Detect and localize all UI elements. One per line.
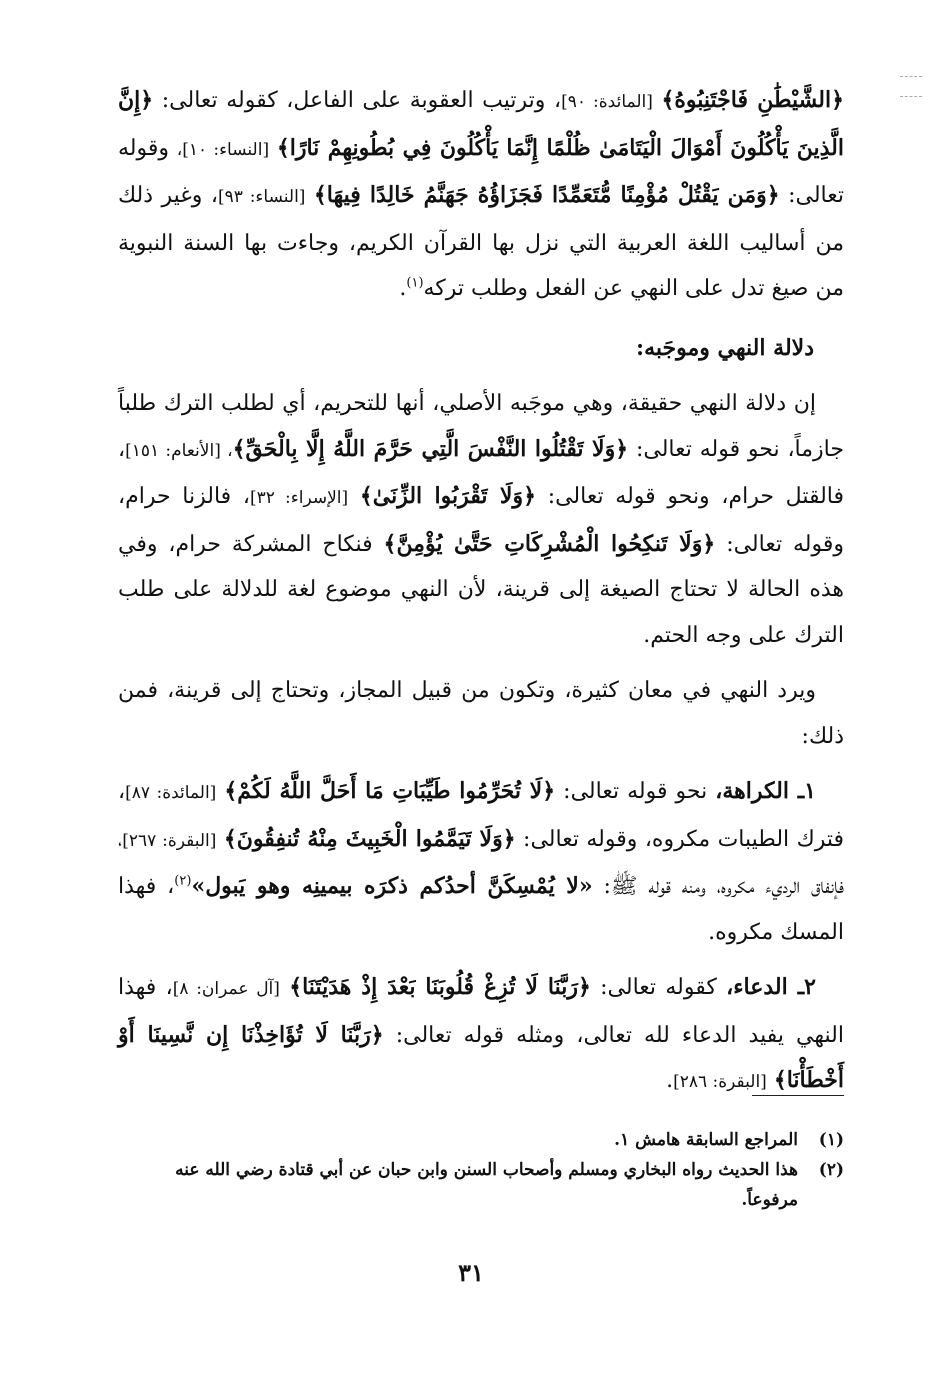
item-karaha xyxy=(118,769,844,955)
verse-reference: ، [الأنعام: ١٥١] xyxy=(125,440,233,461)
text-run: إن دلالة النهي حقيقة، وهي موجَبه الأصلي، أنها للتحريم، أي لطلب الترك طلباً جازماً، نحو قوله تعالى: xyxy=(118,391,844,462)
verse-reference: [البقرة: ٢٦٧] xyxy=(122,830,217,851)
prohibition-paragraph xyxy=(118,381,844,658)
verse-reference: [آل عمران: ٨] xyxy=(172,979,280,999)
quran-quote: ﴿إِنَّ الَّذِينَ يَأْكُلُونَ أَمْوَالَ الْيَتَامَىٰ ظُلْمًا إِنَّمَا يَأْكُلُونَ فِي بُطُونِهِمْ نَارًا﴾ xyxy=(118,87,844,161)
item-label: ١ـ الكراهة، xyxy=(715,778,816,804)
edge-mark xyxy=(900,96,922,97)
verse-reference: [الإسراء: ٣٢] xyxy=(249,488,349,508)
quran-quote: ﴿وَلَا تَقْتُلُوا النَّفْسَ الَّتِي حَرَّمَ اللَّهُ إِلَّا بِالْحَقِّ﴾ xyxy=(232,435,629,462)
edge-mark xyxy=(900,76,922,77)
quran-quote: ﴿لَا تُحَرِّمُوا طَيِّبَاتِ مَا أَحَلَّ اللَّهُ لَكُمْ﴾ xyxy=(224,778,556,804)
footnote-divider xyxy=(752,1095,844,1096)
quran-quote: ﴿وَلَا تَيَمَّمُوا الْخَبِيثَ مِنْهُ تُنفِقُونَ﴾ xyxy=(223,825,516,852)
verse-reference: [البقرة: ٢٨٦] xyxy=(673,1072,767,1092)
page-number: ٣١ xyxy=(458,1258,484,1287)
text-run: ، وغير ذلك من أساليب اللغة العربية التي نزل بها القرآن الكريم، وجاءت بها السنة النبوية من صيغ تدل على النهي عن الفعل وطلب تركه xyxy=(118,183,844,301)
text-run: ، فالزنا حرام، وقوله تعالى: xyxy=(118,484,845,557)
quran-quote: ﴿وَلَا تَقْرَبُوا الزِّنَىٰ﴾ xyxy=(359,483,536,509)
text-run: وقوله تعالى: xyxy=(118,135,844,208)
footnote-text: هذا الحديث رواه البخاري ومسلم وأصحاب السنن وابن حبان عن أبي قتادة رضي الله عنه مرفوعاً. xyxy=(175,1160,798,1210)
verse-reference: [النساء: ١٠]، xyxy=(176,139,270,160)
footnote-number: (١) xyxy=(818,1130,844,1150)
footnote xyxy=(118,1125,844,1155)
item-dua xyxy=(118,965,844,1106)
footnote-marker: (١) xyxy=(406,275,424,291)
footnote-text: المراجع السابقة هامش ١. xyxy=(614,1130,798,1150)
quran-quote: ﴿وَمَن يَقْتُلْ مُؤْمِنًا مُّتَعَمِّدًا فَجَزَاؤُهُ جَهَنَّمُ خَالِدًا فِيهَا﴾ xyxy=(313,182,780,208)
section-heading: دلالة النهي وموجَبه: xyxy=(635,334,814,361)
page-body xyxy=(118,78,844,1106)
hadith-quote: «لا يُمْسِكَنَّ أحدُكم ذكرَه بيمينِه وهو يَبول» xyxy=(191,873,593,899)
text-run: ، فهذا النهي يفيد الدعاء لله تعالى، ومثله قوله تعالى: xyxy=(118,975,844,1048)
footnote-number: (٢) xyxy=(818,1160,844,1180)
text-run: . xyxy=(666,1068,674,1093)
item-label: ٢ـ الدعاء، xyxy=(726,974,816,1000)
verse-reference: [المائدة: ٩٠] xyxy=(561,92,653,112)
meanings-paragraph: ويرد النهي في معان كثيرة، وتكون من قبيل المجاز، وتحتاج إلى قرينة، فمن ذلك: xyxy=(118,678,844,749)
quran-quote: ﴿رَبَّنَا لَا تُؤَاخِذْنَا إِن نَّسِينَا أَوْ أَخْطَأْنَا﴾ xyxy=(118,1021,844,1093)
verse-reference: [المائدة: ٨٧] xyxy=(125,783,217,803)
footnote xyxy=(118,1155,844,1215)
text-run: ، فترك الطيبات مكروه، وقوله تعالى: xyxy=(118,779,845,852)
quran-quote: ﴿وَلَا تَنكِحُوا الْمُشْرِكَاتِ حَتَّىٰ يُؤْمِنَّ﴾ xyxy=(383,530,716,557)
text-run: ، فإنفاق الرديء مكروه، ومنه قوله ﷺ: xyxy=(118,826,844,899)
text-run: فنكاح المشركة حرام، وفي هذه الحالة لا تحتاج الصيغة إلى قرينة، لأن النهي موضوع لغة للدلالة على طلب الترك على وجه الحتم. xyxy=(118,531,844,648)
text-run: ، فهذا المسك مكروه. xyxy=(118,874,844,945)
text-run: ، وترتيب العقوبة على الفاعل، كقوله تعالى: xyxy=(161,88,562,113)
footnote-marker: (٢) xyxy=(174,873,192,889)
text-run: ، فالقتل حرام، ونحو قوله تعالى: xyxy=(118,436,845,509)
text-run: . xyxy=(399,276,407,301)
text-run: نحو قوله تعالى: xyxy=(563,779,708,804)
verse-reference: [النساء: ٩٣] xyxy=(217,187,306,207)
text-run: كقوله تعالى: xyxy=(600,975,717,1000)
quran-quote: ﴿الشَّيْطَٰنِ فَاجْتَنِبُوهُ﴾ xyxy=(661,87,844,113)
quran-quote: ﴿رَبَّنَا لَا تُزِغْ قُلُوبَنَا بَعْدَ إِذْ هَدَيْتَنَا﴾ xyxy=(289,974,591,1000)
footnotes xyxy=(118,1125,844,1215)
intro-paragraph xyxy=(118,78,844,312)
